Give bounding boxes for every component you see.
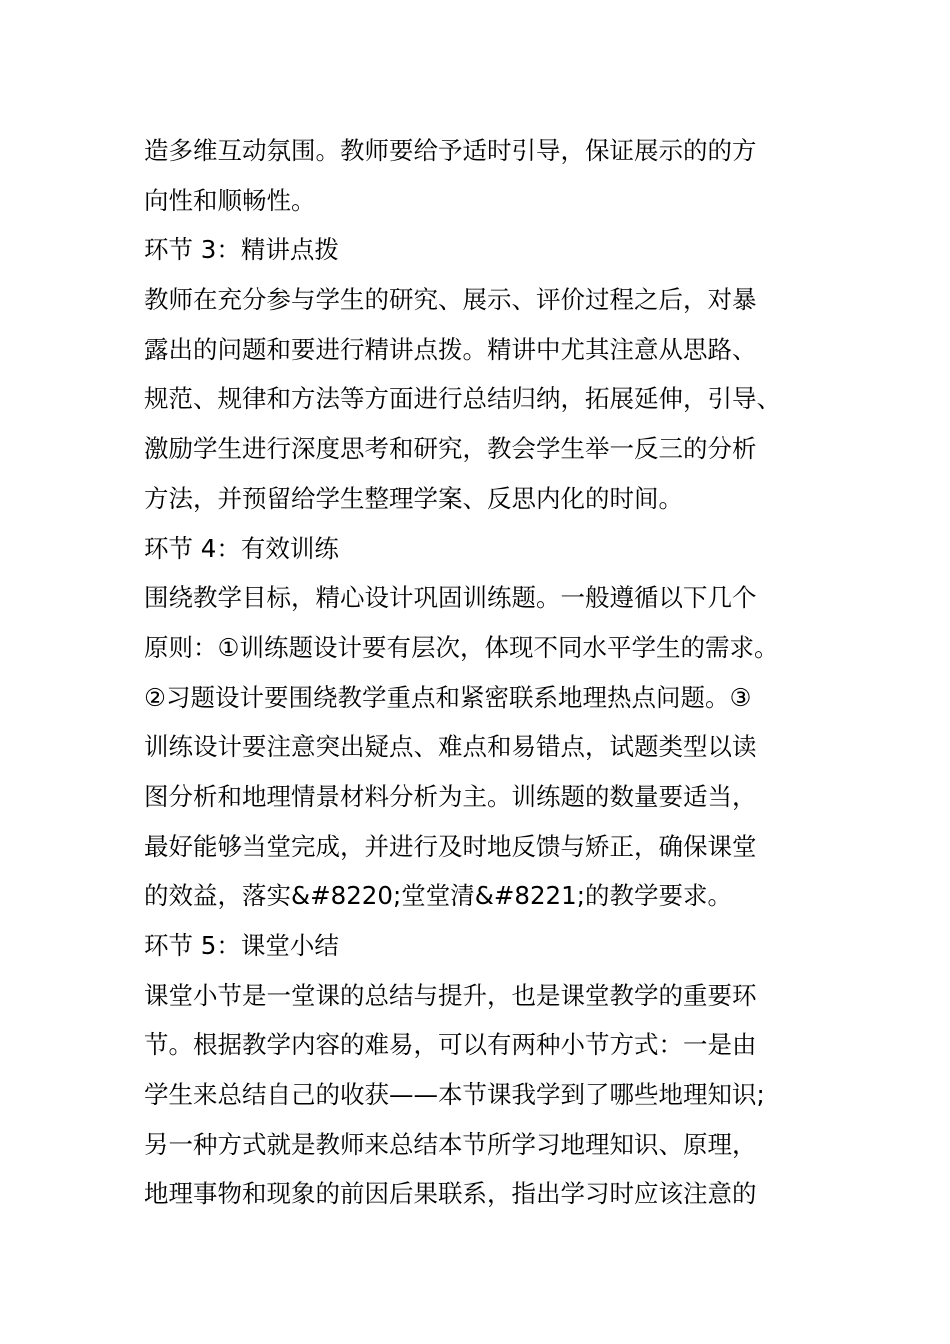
text-line: 学生来总结自己的收获——本节课我学到了哪些地理知识;: [144, 1080, 765, 1110]
section-heading: 环节 4：有效训练: [144, 533, 339, 563]
text-line: 造多维互动氛围。教师要给予适时引导，保证展示的的方: [144, 136, 757, 165]
text-line: 另一种方式就是教师来总结本节所学习地理知识、原理，: [144, 1129, 757, 1159]
text-line: 课堂小节是一堂课的总结与提升，也是课堂教学的重要环: [144, 980, 757, 1010]
text-line: 的效益，落实&#8220;堂堂清&#8221;的教学要求。: [144, 881, 732, 911]
text-line: 最好能够当堂完成，并进行及时地反馈与矫正，确保课堂: [144, 831, 757, 861]
text-line: 图分析和地理情景材料分析为主。训练题的数量要适当，: [144, 781, 757, 811]
text-line: 教师在充分参与学生的研究、展示、评价过程之后，对暴: [144, 285, 757, 315]
text-line: 激励学生进行深度思考和研究，教会学生举一反三的分析: [144, 434, 757, 464]
text-line: 地理事物和现象的前因后果联系，指出学习时应该注意的: [144, 1179, 757, 1209]
text-line: 向性和顺畅性。: [144, 185, 316, 215]
text-line: 围绕教学目标，精心设计巩固训练题。一般遵循以下几个: [144, 583, 757, 613]
text-line: 露出的问题和要进行精讲点拨。精讲中尤其注意从思路、: [144, 334, 757, 364]
document-body: [144, 126, 824, 1219]
section-heading: 环节 5：课堂小结: [144, 931, 339, 960]
text-line: ②习题设计要围绕教学重点和紧密联系地理热点问题。③: [144, 682, 752, 712]
text-line: 规范、规律和方法等方面进行总结归纳，拓展延伸，引导、: [144, 384, 781, 414]
text-line: 方法，并预留给学生整理学案、反思内化的时间。: [144, 483, 683, 513]
section-heading: 环节 3：精讲点拨: [144, 235, 339, 265]
text-line: 节。根据教学内容的难易，可以有两种小节方式：一是由: [144, 1030, 757, 1060]
text-line: 原则：①训练题设计要有层次，体现不同水平学生的需求。: [144, 632, 779, 662]
text-line: 训练设计要注意突出疑点、难点和易错点，试题类型以读: [144, 732, 757, 762]
